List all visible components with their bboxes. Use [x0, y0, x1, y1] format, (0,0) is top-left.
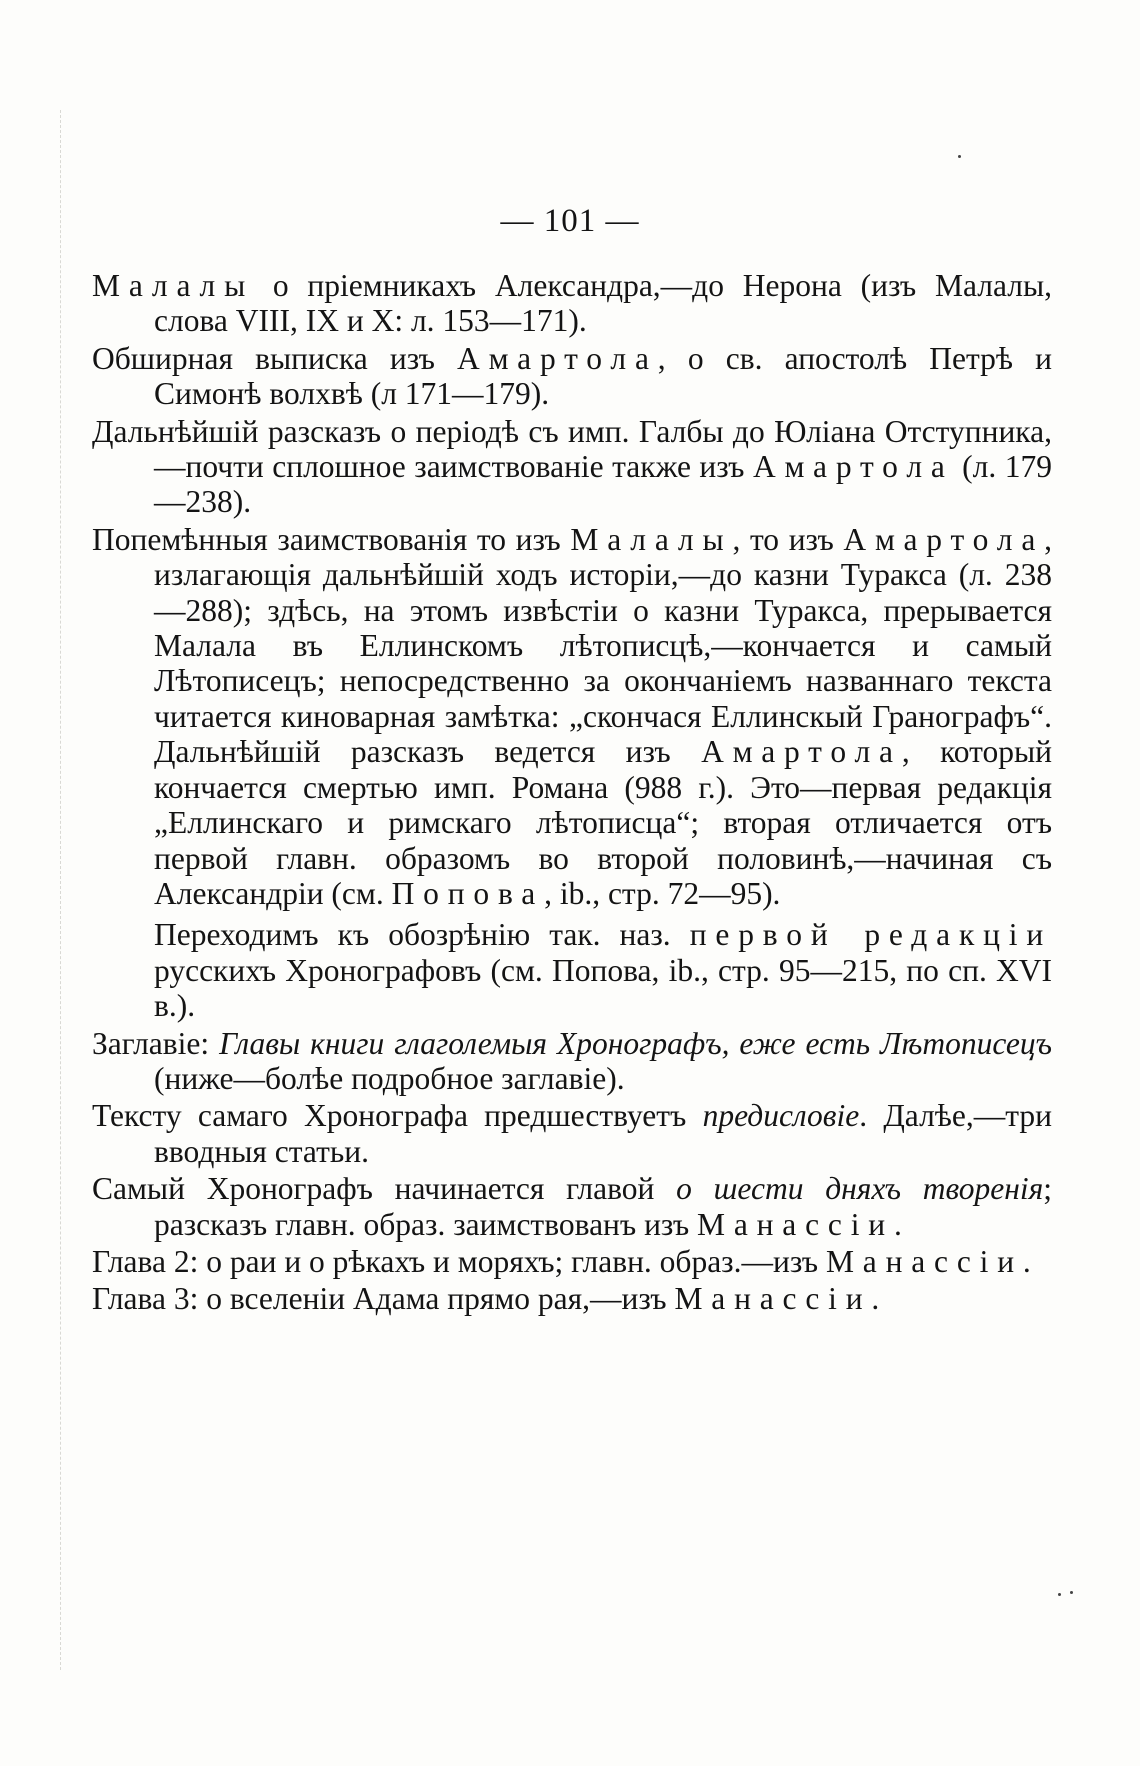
spaced-author-name: Амартола	[457, 340, 658, 376]
print-speck	[1070, 1591, 1073, 1594]
print-speck	[1058, 1593, 1061, 1596]
italic-title: Главы книги глаголемыя Хронографъ, еже есть Лѣтописецъ	[219, 1025, 1053, 1061]
entry-title: Заглавіе: Главы книги глаголемыя Хронографъ, еже есть Лѣтописецъ (ниже—болѣе подробное заглавіе).	[92, 1025, 1053, 1096]
print-speck	[958, 155, 961, 158]
entry-chapter-3: Глава 3: о вселеніи Адама прямо рая,—изъ Манассіи.	[92, 1281, 880, 1317]
entry-alternating-borrowings: Попемѣнныя заимствованія то изъ Малалы, то изъ Амартола, излагающія дальнѣйшій ходъ исторіи,—до казни Туракса (л. 238—288); здѣсь, на этомъ извѣстіи о казни Туракса, прерывается Малала въ Еллинскомъ лѣтописцѣ,—кончается и самый Лѣтописецъ; непосредственно за окончаніемъ названнаго текста читается киноварная замѣтка: „скончася Еллинскый Гранографъ“. Дальнѣйшій разсказъ ведется изъ Амартола, который кончается смертью имп. Романа (988 г.). Это—первая редакція „Еллинскаго и римскаго лѣтописца“; вторая отличается отъ первой главн. образомъ во второй половинѣ,—начиная съ Александріи (см. Попова, ib., стр. 72—95).	[92, 521, 1052, 911]
spaced-author-name: Манассіи	[697, 1206, 894, 1242]
spaced-author-name: Манассіи	[825, 1243, 1023, 1279]
page-gutter-line	[60, 110, 61, 1670]
page-number: — 101 —	[500, 203, 640, 239]
spaced-author-name: Амартола	[752, 449, 954, 485]
italic-term: предисловіе	[702, 1098, 860, 1134]
entry-further-narrative: Дальнѣйшій разсказъ о періодѣ съ имп. Галбы до Юліана Отступника,—почти сплошное заимствованіе также изъ Амартола (л. 179—238).	[92, 413, 1052, 520]
body-text	[92, 268, 1052, 1319]
spaced-author-name: Попова	[391, 875, 545, 911]
spaced-author-name: Малалы	[92, 268, 255, 303]
entry-six-days: Самый Хронографъ начинается главой о шести дняхъ творенія; разсказъ главн. образ. заимствованъ изъ Манассіи.	[92, 1171, 1052, 1242]
spaced-term: первой редакціи	[689, 917, 1052, 953]
spaced-author-name: Амартола	[843, 521, 1045, 557]
spaced-author-name: Манассіи	[674, 1281, 872, 1317]
paragraph-first-redaction: Переходимъ къ обозрѣнію так. наз. первой редакціи русскихъ Хронографовъ (см. Попова, ib., стр. 95—215, по сп. XVI в.).	[154, 917, 1052, 1024]
entry-amartol-excerpt: Обширная выписка изъ Амартола, о св. апостолѣ Петрѣ и Симонѣ волхвѣ (л 171—179).	[92, 340, 1052, 412]
entry-malala-successors: Малалы о пріемникахъ Александра,—до Нерона (изъ Малалы, слова VIII, IX и X: л. 153—171).	[92, 268, 1052, 339]
spaced-author-name: Амартола	[701, 734, 902, 770]
entry-preface: Тексту самаго Хронографа предшествуетъ предисловіе. Далѣе,—три вводныя статьи.	[92, 1098, 1053, 1169]
spaced-author-name: Малалы	[570, 521, 733, 557]
entry-chapter-2: Глава 2: о раи и о рѣкахъ и моряхъ; главн. образ.—изъ Манассіи.	[92, 1243, 1031, 1279]
italic-chapter-title: о шести дняхъ творенія	[676, 1171, 1044, 1207]
